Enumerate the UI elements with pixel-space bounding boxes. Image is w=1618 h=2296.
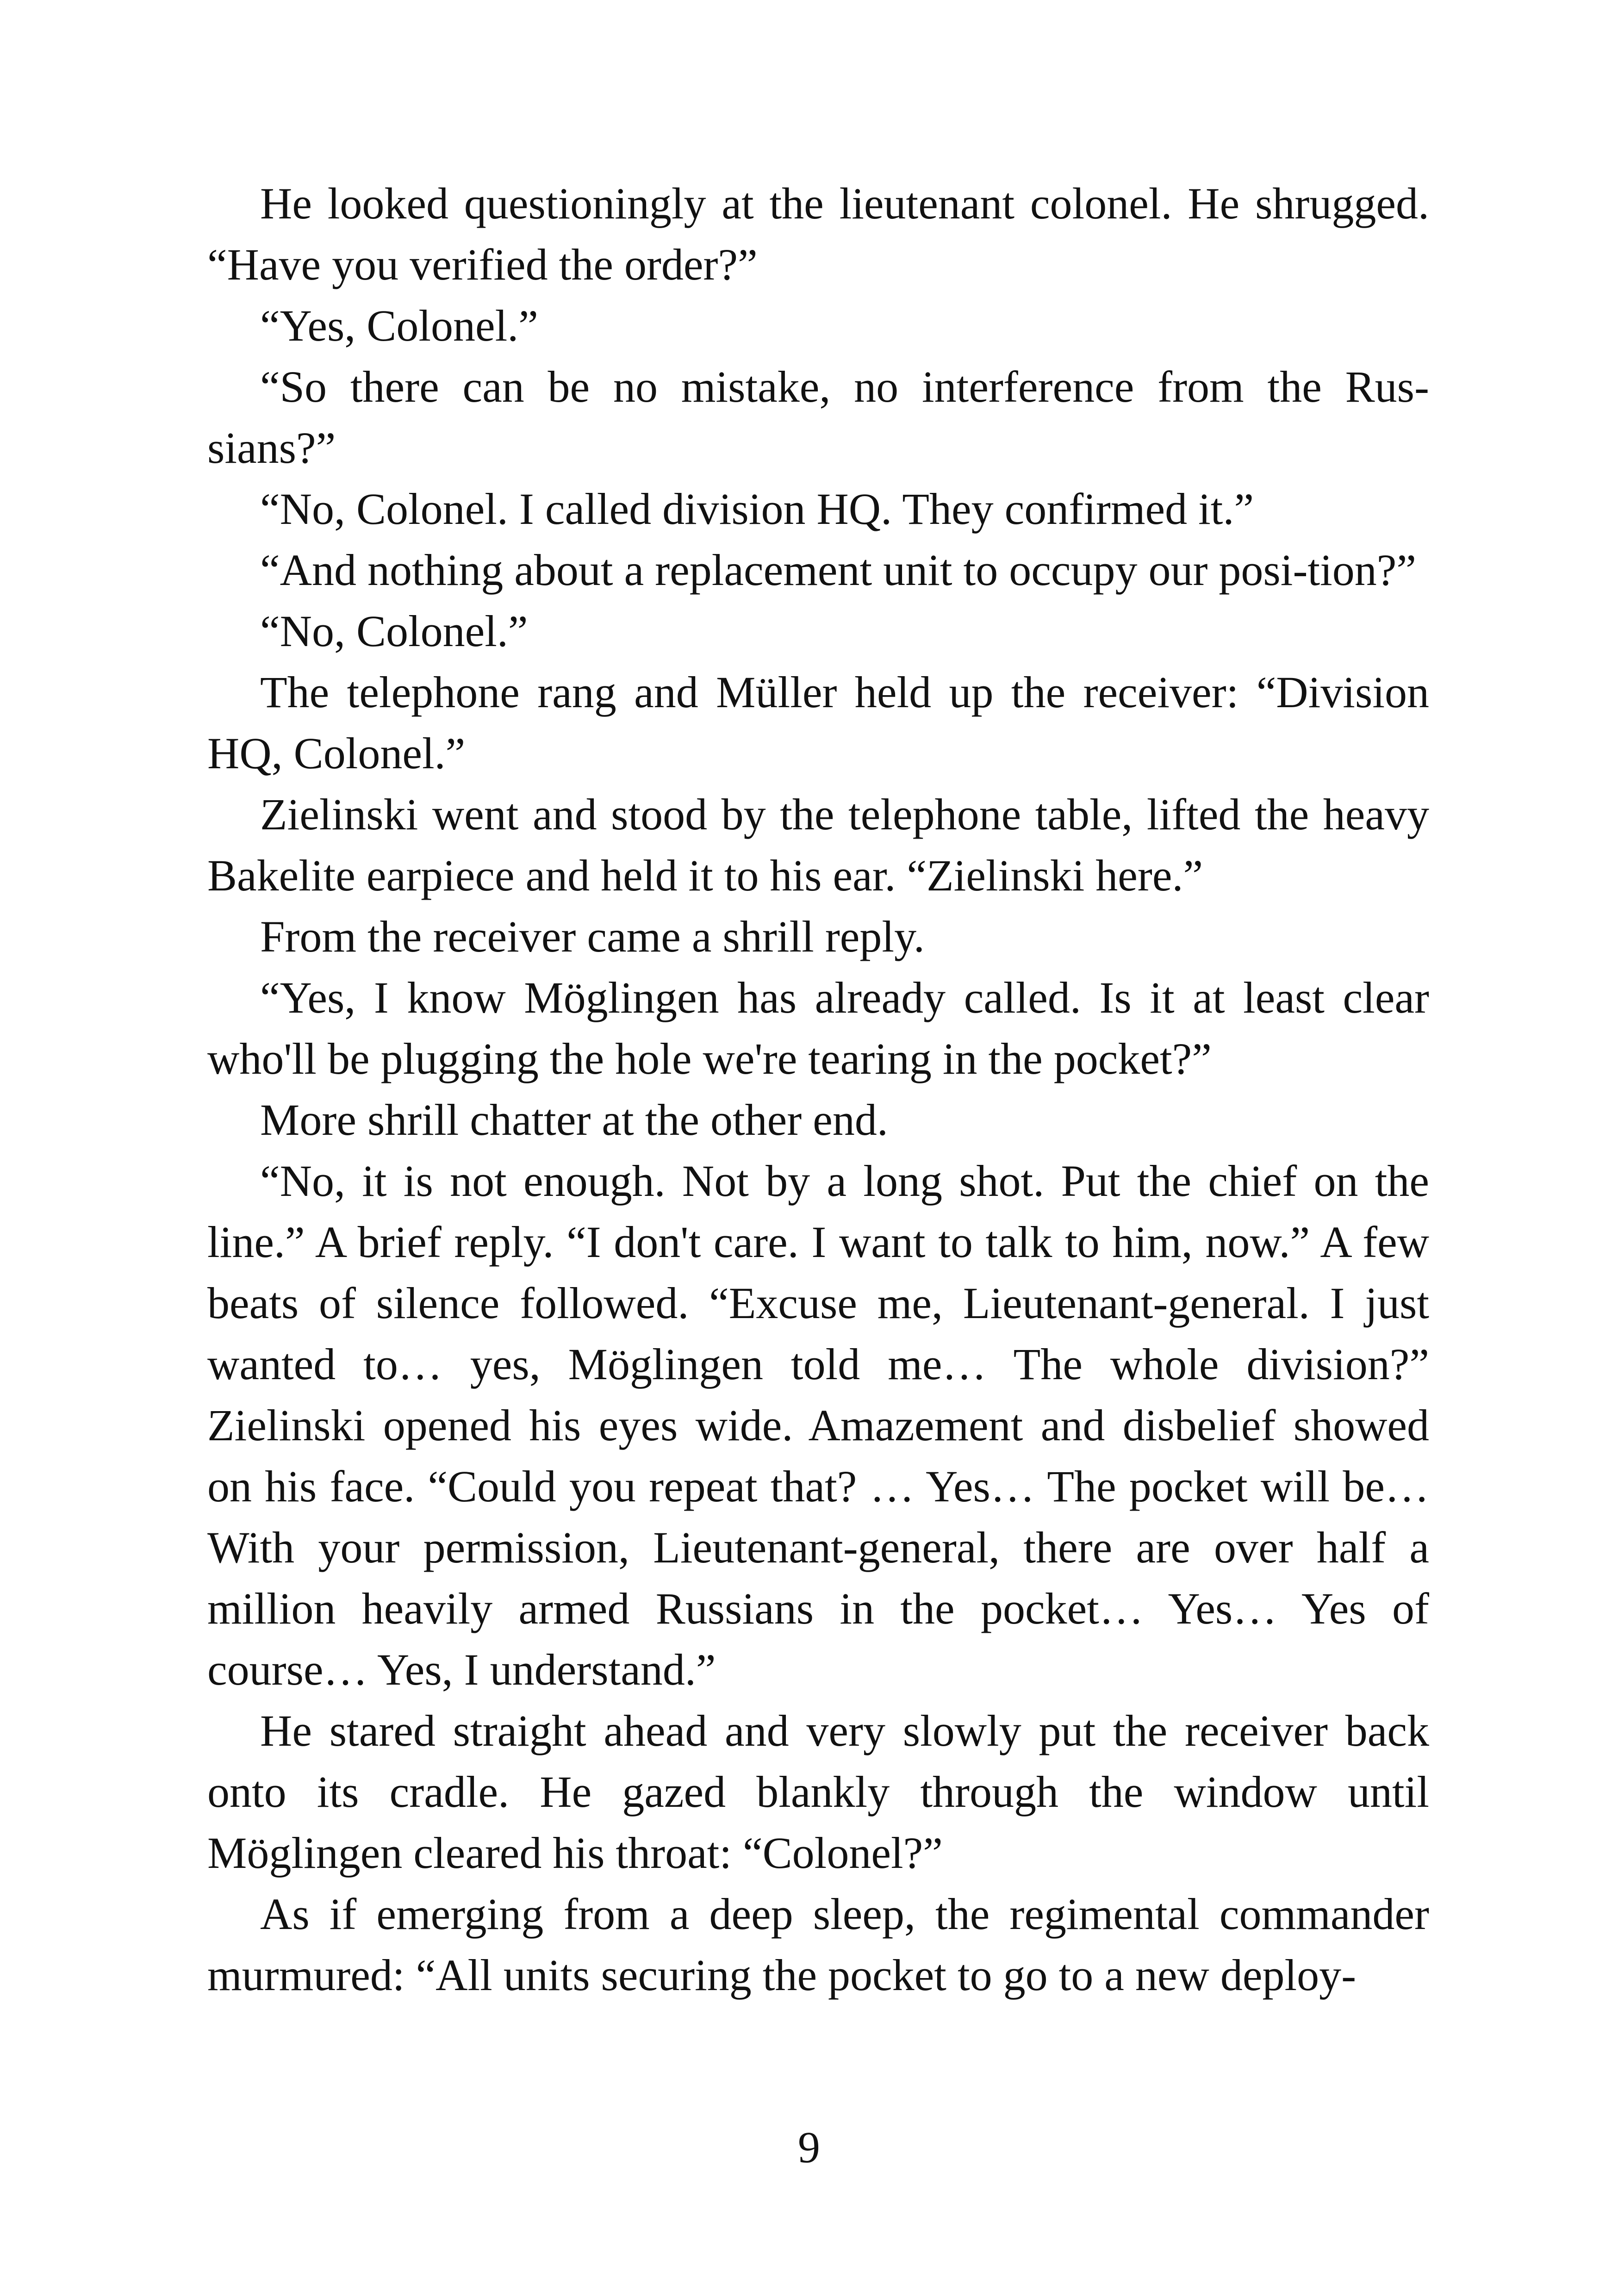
paragraph: “Yes, Colonel.” <box>260 301 538 350</box>
paragraph: “And nothing about a replacement unit to occupy our posi-tion?” <box>260 545 1416 595</box>
paragraph: Zielinski went and stood by the telephone table, lifted the heavy Bakelite earpiece and held it to his ear. “Zielinski here.” <box>207 790 1429 900</box>
paragraph: “No, Colonel.” <box>260 606 528 656</box>
paragraph: “Yes, I know Möglingen has already called. Is it at least clear who'll be plugging the hole we're tearing in the pocket?” <box>207 973 1429 1083</box>
paragraph: He stared straight ahead and very slowly put the receiver back onto its cradle. He gazed blankly through the window until Möglingen cleared his throat: “Colonel?” <box>207 1706 1429 1878</box>
paragraph: He looked questioningly at the lieutenant colonel. He shrugged. “Have you verified the order?” <box>207 179 1429 289</box>
paragraph: As if emerging from a deep sleep, the regimental commander murmured: “All units securing the pocket to go to a new deploy- <box>207 1889 1429 2000</box>
paragraph: “So there can be no mistake, no interference from the Rus-sians?” <box>207 362 1429 473</box>
paragraph: More shrill chatter at the other end. <box>260 1095 888 1145</box>
page-number: 9 <box>798 2122 820 2172</box>
body-text <box>207 173 1429 2006</box>
paragraph: “No, it is not enough. Not by a long shot. Put the chief on the line.” A brief reply. “I don't care. I want to talk to him, now.” A few beats of silence followed. “Excuse me, Lieutenant-general. I just wanted to… yes, Möglingen told me… The whole division?” Zielinski opened his eyes wide. Amazement and disbelief showed on his face. “Could you repeat that? … Yes… The pocket will be… With your permission, Lieutenant-general, there are over half a million heavily armed Russians in the pocket… Yes… Yes of course… Yes, I understand.” <box>207 1156 1429 1694</box>
paragraph: The telephone rang and Müller held up the receiver: “Division HQ, Colonel.” <box>207 667 1429 778</box>
paragraph: “No, Colonel. I called division HQ. They confirmed it.” <box>260 484 1254 534</box>
paragraph: From the receiver came a shrill reply. <box>260 912 925 961</box>
